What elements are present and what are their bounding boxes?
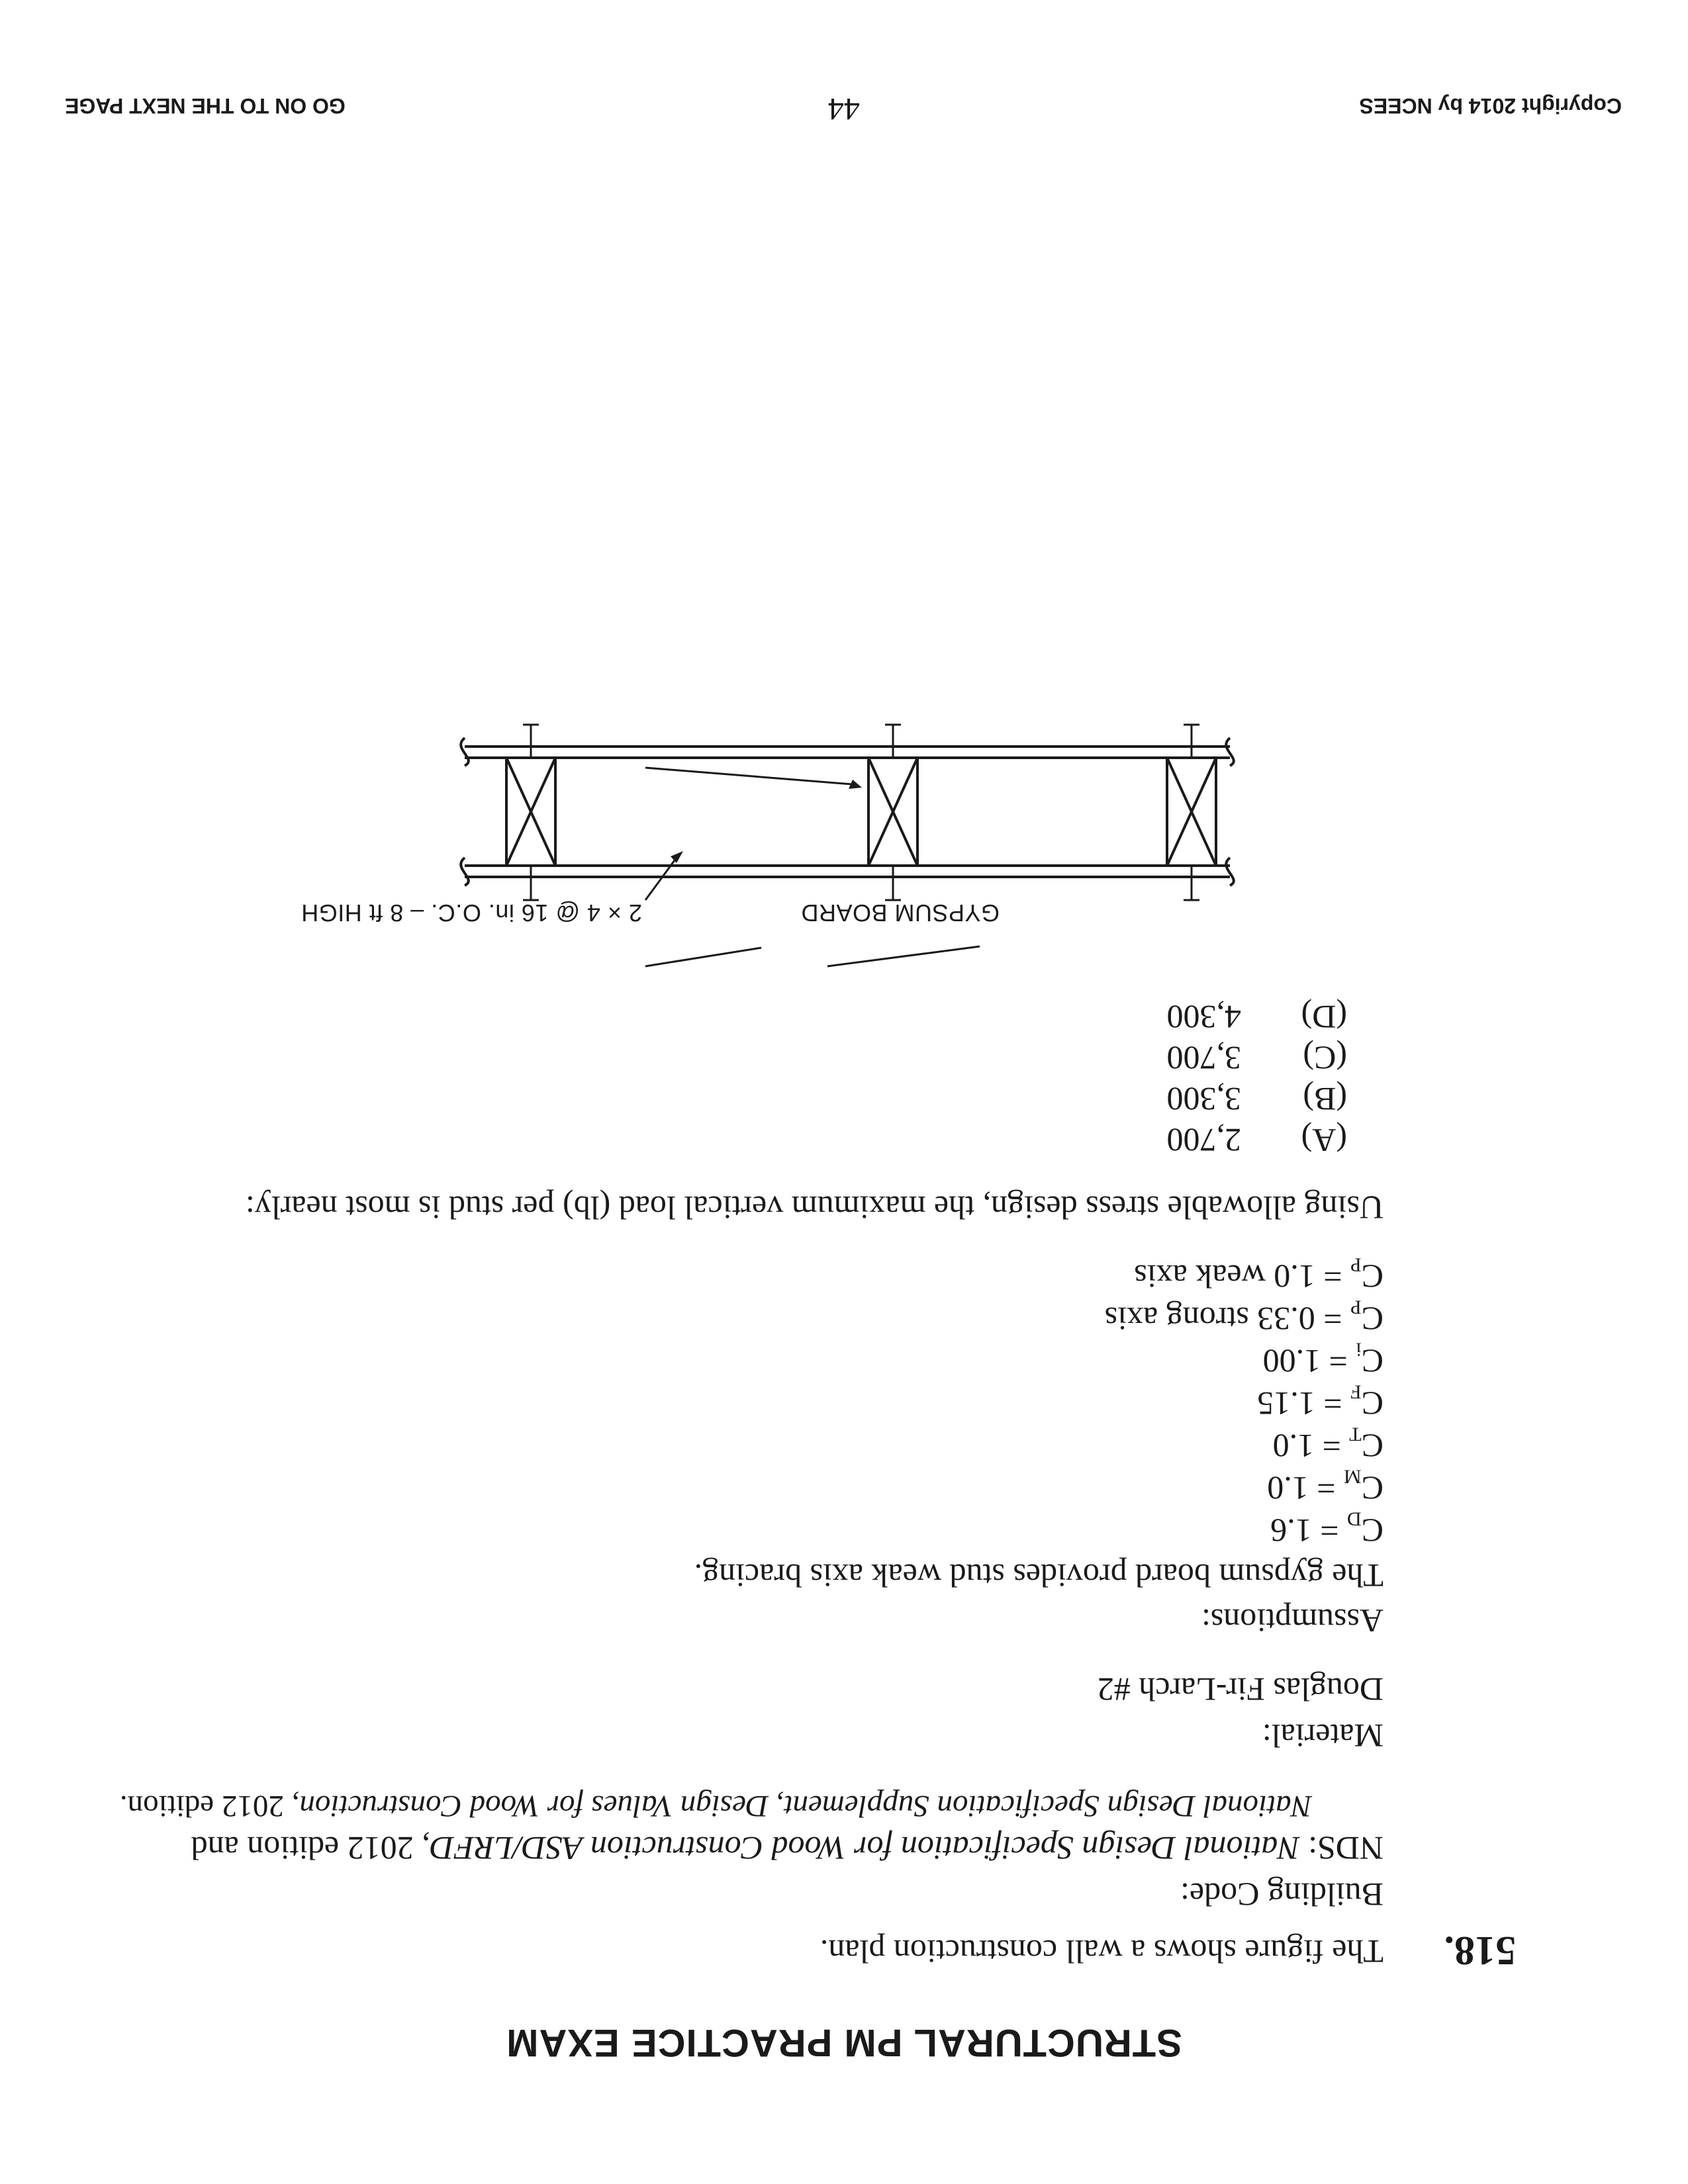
factor-cp-strong: $C_P = 0.33$ strong axis [1104, 1296, 1383, 1338]
nds-suffix-1: , 2012 edition and [191, 1830, 430, 1867]
nds-suffix-2: , 2012 edition. [119, 1789, 300, 1823]
stud-label-pointer-line [645, 948, 761, 966]
choice-b-value: 3,300 [1166, 1081, 1241, 1118]
choice-c-value: 3,700 [1166, 1040, 1241, 1077]
choice-d-value: 4,300 [1166, 999, 1241, 1036]
gypsum-pointer-line [827, 946, 980, 966]
material-label: Material: [1262, 1717, 1383, 1754]
factor-cd: $C_D = 1.6$ [1270, 1508, 1383, 1549]
assumption-bracing: The gypsum board provides stud weak axis bracing. [694, 1557, 1383, 1594]
break-mark-left-bottom [1226, 738, 1234, 766]
question-prompt: Using allowable stress design, the maximum vertical load (lb) per stud is most nearly: [245, 1189, 1383, 1226]
break-mark-left-top [1226, 858, 1234, 886]
page-title: STRUCTURAL PM PRACTICE EXAM [506, 2021, 1182, 2064]
choice-b-letter: (B) [1303, 1081, 1347, 1118]
choice-a-letter: (A) [1301, 1122, 1347, 1159]
question-number: 518. [1444, 1928, 1516, 1973]
stud-centerlines [523, 725, 1199, 900]
stud-leader-line [645, 768, 852, 784]
nds-prefix: NDS: [1299, 1830, 1383, 1867]
gypsum-leader-arrowhead [671, 851, 683, 863]
footer-next-page: GO ON TO THE NEXT PAGE [65, 94, 346, 118]
nds-title-2: National Design Specification Supplement, Design Values for Wood Construction [299, 1789, 1312, 1823]
assumptions-label: Assumptions: [1201, 1602, 1383, 1639]
factor-cp-weak: $C_P = 1.0$ weak axis [1134, 1253, 1383, 1295]
choice-d-letter: (D) [1301, 999, 1347, 1036]
building-code-label: Building Code: [1180, 1876, 1383, 1913]
footer-copyright: Copyright 2014 by NCEES [1359, 94, 1622, 118]
gypsum-board-label: GYPSUM BOARD [800, 899, 1000, 927]
nds-title-1: National Design Specification for Wood Construction ASD/LRFD [430, 1830, 1300, 1867]
break-mark-right-bottom [461, 738, 469, 766]
factor-cm: $C_M = 1.0$ [1267, 1465, 1383, 1507]
factor-ct: $C_T = 1.0$ [1272, 1423, 1383, 1465]
choice-a-value: 2,700 [1166, 1122, 1241, 1159]
page-number: 44 [828, 91, 860, 126]
stud-leader-arrowhead [849, 780, 862, 789]
choice-c-letter: (C) [1303, 1040, 1347, 1077]
material-value: Douglas Fir-Larch #2 [1097, 1671, 1383, 1708]
factor-cf: $C_F = 1.15$ [1257, 1381, 1383, 1422]
stud-spec-label: 2 × 4 @ 16 in. O.C. – 8 ft HIGH [301, 899, 642, 927]
factor-ci: $C_i = 1.00$ [1262, 1338, 1383, 1380]
break-mark-right-top [461, 858, 469, 886]
question-intro: The figure shows a wall construction plan. [820, 1933, 1383, 1970]
